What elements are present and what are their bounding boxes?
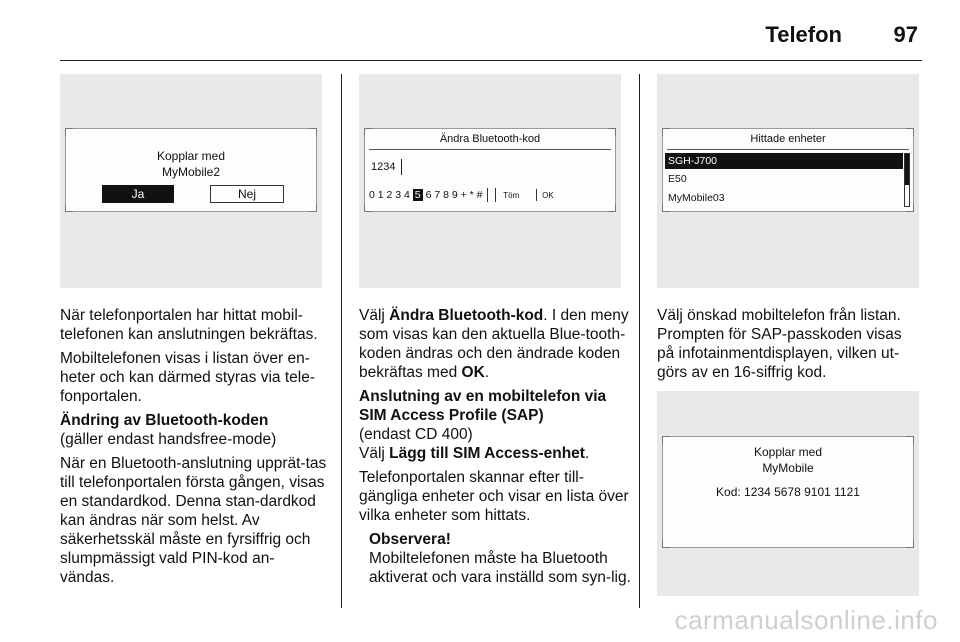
- screenshot-found-devices: [657, 74, 919, 288]
- device-list-item[interactable]: E50: [668, 173, 687, 185]
- column-divider-2: [639, 74, 640, 608]
- display-screen: [364, 128, 616, 212]
- column-divider-1: [341, 74, 342, 608]
- pairing-line1: Kopplar med: [753, 445, 823, 459]
- page-number: 97: [893, 22, 918, 47]
- header-rule: [60, 60, 922, 61]
- yes-button[interactable]: Ja: [102, 185, 174, 203]
- screen-title: Ändra Bluetooth-kod: [439, 133, 541, 145]
- sap-passcode: Kod: 1234 5678 9101 1121: [716, 485, 860, 499]
- cursor-left-icon[interactable]: [487, 188, 492, 202]
- ok-button[interactable]: OK: [542, 191, 554, 200]
- paragraph: När en Bluetooth-anslutning upprät-tas till telefonportalen första gången, visas en standardkod. Denna stan-dardkod kan ändras när som helst. Av säkerhetsskäl måste en fyrsiffrig och slumpmässigt vald PIN-kod an-vändas.: [60, 455, 327, 586]
- keypad-digits[interactable]: 0 1 2 3 4: [369, 189, 410, 201]
- scrollbar-thumb[interactable]: [905, 154, 909, 185]
- screenshot-pairing-confirm: [60, 74, 322, 288]
- paragraph: Välj Lägg till SIM Access-enhet.: [359, 445, 590, 462]
- column-2-text: [359, 306, 631, 592]
- note-title: Observera!: [369, 531, 451, 548]
- device-list-item[interactable]: MyMobile03: [668, 192, 725, 204]
- screenshot-change-code: [359, 74, 621, 288]
- column-3-text: [657, 306, 923, 387]
- page-header: [0, 18, 960, 62]
- note-box: [359, 530, 631, 587]
- device-list-item-selected[interactable]: SGH-J700: [665, 153, 903, 169]
- section-heading: Anslutning av en mobiltelefon via SIM Access Profile (SAP): [359, 388, 607, 424]
- cursor-right-icon[interactable]: [495, 188, 500, 202]
- section-subheading: (gäller endast handsfree-mode): [60, 431, 277, 448]
- section-subheading: (endast CD 400): [359, 426, 473, 443]
- title-divider: [667, 149, 909, 150]
- section-heading: Ändring av Bluetooth-koden: [60, 412, 269, 429]
- clear-button[interactable]: Töm: [503, 191, 520, 200]
- display-screen: [65, 128, 317, 212]
- keypad-row: [369, 187, 613, 203]
- code-entry-field[interactable]: [371, 157, 402, 177]
- header-title: Telefon: [765, 22, 842, 47]
- screenshot-sap-code: [657, 391, 919, 596]
- paragraph: Välj Ändra Bluetooth-kod. I den meny som visas kan den aktuella Blue-tooth-koden ändras och den ändrade koden bekräftas med OK.: [359, 307, 629, 381]
- separator: [536, 189, 539, 201]
- display-screen: [662, 128, 914, 212]
- pairing-line1: Kopplar med: [156, 149, 226, 163]
- code-entry-value: 1234: [371, 161, 396, 173]
- paragraph: Telefonportalen skannar efter till-gängliga enheter och visar en lista över vilka enheter som hittats.: [359, 469, 629, 524]
- note-text: Mobiltelefonen måste ha Bluetooth aktiverat och vara inställd som syn-lig.: [369, 550, 631, 586]
- text-cursor: [401, 159, 402, 175]
- paragraph: Välj önskad mobiltelefon från listan. Prompten för SAP-passkoden visas på infotainmentdisplayen, vilken ut-görs av en 16-siffrig kod.: [657, 307, 902, 381]
- pairing-device-name: MyMobile2: [161, 165, 221, 179]
- paragraph: Mobiltelefonen visas i listan över en-heter och kan därmed styras via tele-fonportalen.: [60, 350, 316, 405]
- scrollbar[interactable]: [904, 153, 910, 207]
- column-1-text: [60, 306, 328, 592]
- watermark: carmanualsonline.info: [674, 605, 938, 635]
- pairing-device-name: MyMobile: [762, 461, 814, 475]
- title-divider: [369, 149, 611, 150]
- keypad-symbols[interactable]: 6 7 8 9 + * #: [425, 189, 483, 201]
- display-screen: [662, 436, 914, 548]
- no-button[interactable]: Nej: [210, 185, 284, 203]
- paragraph: När telefonportalen har hittat mobil-telefonen kan anslutningen bekräftas.: [60, 307, 318, 343]
- keypad-digit-selected[interactable]: 5: [414, 189, 421, 201]
- screen-title: Hittade enheter: [750, 133, 826, 145]
